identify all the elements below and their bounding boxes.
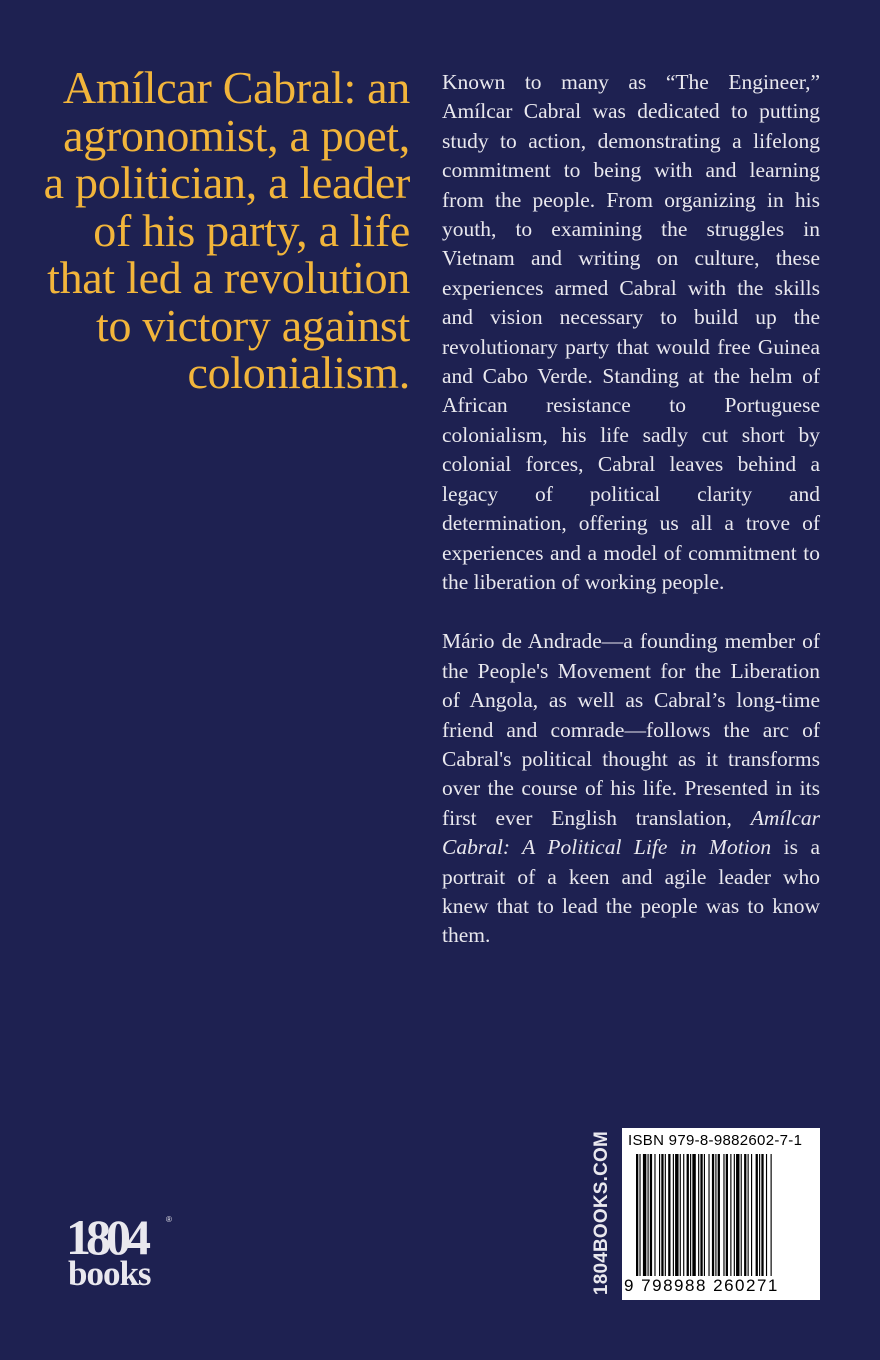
barcode-bar: [715, 1154, 716, 1276]
barcode-bar: [675, 1154, 678, 1276]
isbn-label: ISBN 979-8-9882602-7-1: [628, 1132, 803, 1149]
paragraph-2-ending: is a portrait of a keen and agile leader who knew that to lead the people was to know them.: [442, 835, 820, 948]
barcode-digits: 9 798988 260271: [624, 1276, 779, 1295]
barcode-bar: [723, 1154, 724, 1276]
barcode-bar: [771, 1154, 772, 1276]
barcode-bar: [736, 1154, 739, 1276]
barcode-bar: [698, 1154, 699, 1276]
book-title: Amílcar Cabral: A Political Life in Motion: [442, 805, 820, 860]
barcode-bar: [690, 1154, 691, 1276]
barcode-bar: [654, 1154, 655, 1276]
barcode-bar: [718, 1154, 720, 1276]
barcode-bar: [639, 1154, 640, 1276]
barcode-bar: [741, 1154, 742, 1276]
barcode-bar: [734, 1154, 735, 1276]
barcode-bar: [659, 1154, 660, 1276]
barcode-bar: [744, 1154, 746, 1276]
barcode-bars: [636, 1154, 812, 1276]
barcode-bar: [730, 1154, 731, 1276]
barcode-bar: [708, 1154, 709, 1276]
barcode-bar: [712, 1154, 714, 1276]
barcode-bar: [761, 1154, 763, 1276]
barcode-bar: [766, 1154, 767, 1276]
back-cover-description: [442, 68, 820, 981]
logo-number: 1804: [66, 1209, 146, 1265]
barcode-bar: [661, 1154, 663, 1276]
barcode-bar: [700, 1154, 702, 1276]
registered-mark: ®: [166, 1215, 172, 1224]
publisher-website: [588, 1128, 616, 1298]
barcode-bar: [683, 1154, 684, 1276]
barcode-bar: [643, 1154, 646, 1276]
barcode-bar: [648, 1154, 649, 1276]
barcode-bar: [692, 1154, 695, 1276]
barcode-bar: [650, 1154, 652, 1276]
website-text: 1804BOOKS.COM: [591, 1130, 612, 1296]
logo-word: books: [68, 1254, 151, 1293]
barcode-bar: [673, 1154, 674, 1276]
barcode-bar: [668, 1154, 670, 1276]
barcode-bar: [751, 1154, 752, 1276]
description-paragraph-1: Known to many as “The Engineer,” Amílcar Cabral was dedicated to putting study to action, demonstrating a lifelong commitment to being with and learning from the people. From organizing in his youth, to examining the struggles in Vietnam and writing on culture, these experiences armed Cabral with the skills and vision necessary to build up the revolutionary party that would free Guinea and Cabo Verde. Standing at the helm of African resistance to Portuguese colonialism, his life sadly cut short by colonial forces, Cabral leaves behind a legacy of political clarity and determination, offering us all a trove of experiences and a model of commitment to the liberation of working people.: [442, 70, 820, 594]
barcode-bar: [726, 1154, 728, 1276]
barcode-bar: [687, 1154, 689, 1276]
isbn-barcode: [622, 1128, 820, 1300]
description-paragraph-2: [442, 627, 820, 950]
barcode-bar: [704, 1154, 705, 1276]
barcode-bar: [665, 1154, 666, 1276]
barcode-bar: [759, 1154, 760, 1276]
barcode-bar: [636, 1154, 638, 1276]
barcode-bar: [680, 1154, 681, 1276]
paragraph-2-intro: Mário de Andrade—a founding member of the People's Movement for the Liberation of Angola, as well as Cabral’s long-time friend and comrade—follows the arc of Cabral's political thought as it transforms over the course of his life. Presented in its first ever English translation,: [442, 629, 820, 830]
barcode-bar: [756, 1154, 758, 1276]
publisher-logo: [66, 1209, 176, 1296]
headline: Amílcar Cabral: an agronomist, a poet, a politician, a leader of his party, a life that led a revolution to victory against colonialism.: [43, 62, 410, 398]
barcode-bar: [748, 1154, 749, 1276]
